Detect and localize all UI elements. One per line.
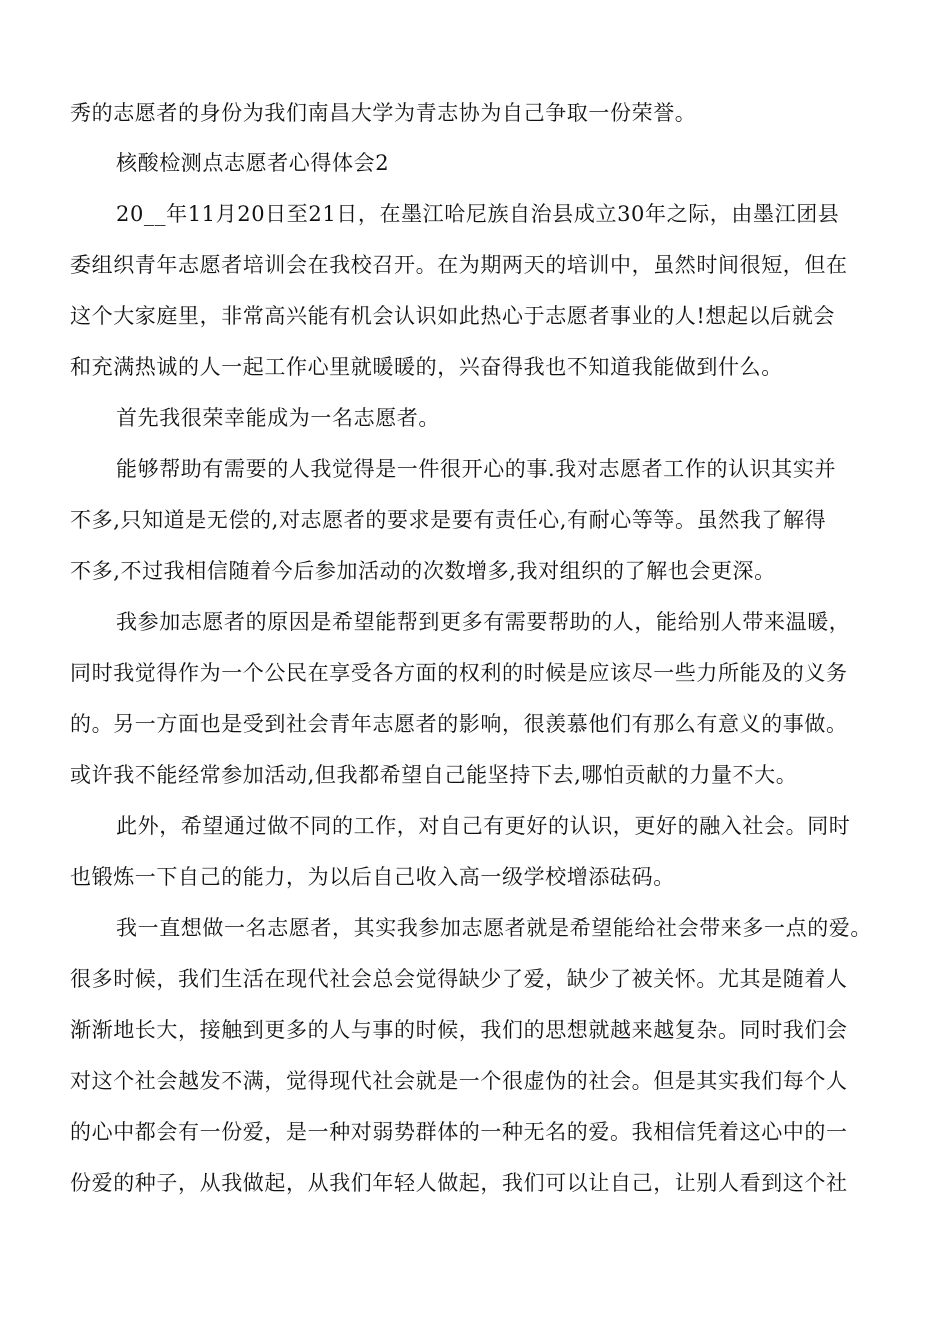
text-line: 秀的志愿者的身份为我们南昌大学为青志协为自己争取一份荣誉。 bbox=[70, 101, 697, 125]
text-line: 不多,不过我相信随着今后参加活动的次数增多,我对组织的了解也会更深。 bbox=[70, 559, 776, 583]
text-line: 我一直想做一名志愿者，其实我参加志愿者就是希望能给社会带来多一点的爱。 bbox=[116, 916, 872, 940]
section-title: 核酸检测点志愿者心得体会2 bbox=[116, 151, 390, 175]
text-line: 能够帮助有需要的人我觉得是一件很开心的事.我对志愿者工作的认识其实并 bbox=[116, 457, 837, 481]
text-line: 的心中都会有一份爱，是一种对弱势群体的一种无名的爱。我相信凭着这心中的一 bbox=[70, 1120, 848, 1144]
text-line: 的。另一方面也是受到社会青年志愿者的影响，很羡慕他们有那么有意义的事做。 bbox=[70, 712, 848, 736]
text-line: 20__年11月20日至21日，在墨江哈尼族自治县成立30年之际，由墨江团县 bbox=[116, 202, 840, 226]
text-line: 也锻炼一下自己的能力，为以后自己收入高一级学校增添砝码。 bbox=[70, 865, 675, 889]
text-line: 首先我很荣幸能成为一名志愿者。 bbox=[116, 406, 440, 430]
text-line: 渐渐地长大，接触到更多的人与事的时候，我们的思想就越来越复杂。同时我们会 bbox=[70, 1018, 848, 1042]
text-line: 和充满热诚的人一起工作心里就暖暖的，兴奋得我也不知道我能做到什么。 bbox=[70, 355, 783, 379]
text-line: 很多时候，我们生活在现代社会总会觉得缺少了爱，缺少了被关怀。尤其是随着人 bbox=[70, 967, 848, 991]
text-line: 或许我不能经常参加活动,但我都希望自己能坚持下去,哪怕贡献的力量不大。 bbox=[70, 763, 798, 787]
text-line: 对这个社会越发不满，觉得现代社会就是一个很虚伪的社会。但是其实我们每个人 bbox=[70, 1069, 848, 1093]
text-line: 我参加志愿者的原因是希望能帮到更多有需要帮助的人，能给别人带来温暖， bbox=[116, 610, 851, 634]
text-line: 不多,只知道是无偿的,对志愿者的要求是要有责任心,有耐心等等。虽然我了解得 bbox=[70, 508, 827, 532]
text-line: 委组织青年志愿者培训会在我校召开。在为期两天的培训中，虽然时间很短，但在 bbox=[70, 253, 848, 277]
text-line: 份爱的种子，从我做起，从我们年轻人做起，我们可以让自己，让别人看到这个社 bbox=[70, 1171, 848, 1195]
text-line: 同时我觉得作为一个公民在享受各方面的权利的时候是应该尽一些力所能及的义务 bbox=[70, 661, 848, 685]
text-line: 此外，希望通过做不同的工作，对自己有更好的认识，更好的融入社会。同时 bbox=[116, 814, 851, 838]
text-line: 这个大家庭里，非常高兴能有机会认识如此热心于志愿者事业的人!想起以后就会 bbox=[70, 304, 836, 328]
